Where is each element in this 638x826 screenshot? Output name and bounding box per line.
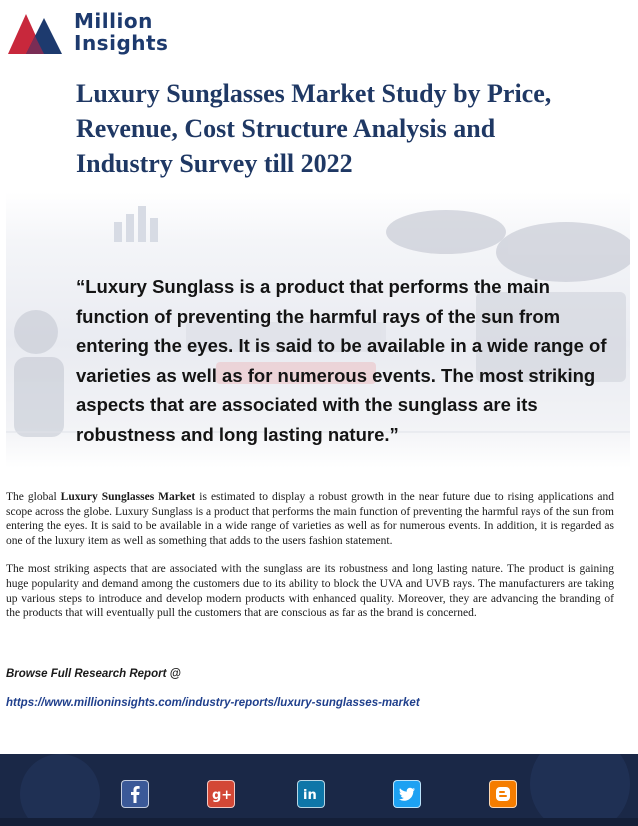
- logo: [6, 8, 169, 58]
- logo-text: [74, 10, 168, 54]
- body-p1-rest: is estimated to display a robust growth in the near future due to rising applications and scope across the globe. Luxury Sunglass is a product that performs the main function of preventing the harmful rays of the sun from entering the eyes. It is said to be available in a wide range of varieties as well as for numerous events. In addition, it is regarded as one of the luxury item as well as something that adds to the users fashion statement.: [6, 491, 615, 547]
- article-body: [6, 490, 614, 635]
- page-title: Luxury Sunglasses Market Study by Price, Revenue, Cost Structure Analysis and Industry Survey till 2022: [76, 79, 552, 178]
- facebook-icon[interactable]: [121, 780, 149, 808]
- browse-label: Browse Full Research Report @: [6, 668, 181, 680]
- banner-quote: “Luxury Sunglass is a product that performs the main function of preventing the harmful rays of the sun from entering the eyes. It is said to be available in a wide range of varieties as well as for numerous events. The most striking aspects that are associated with the sunglass are its robustness and long lasting nature.”: [76, 276, 607, 445]
- footer-bar: [0, 754, 638, 826]
- google-plus-icon[interactable]: [207, 780, 235, 808]
- twitter-icon[interactable]: [393, 780, 421, 808]
- svg-text:in: in: [303, 788, 317, 803]
- quote-banner: [6, 192, 630, 468]
- logo-line-1: Million: [74, 9, 153, 33]
- svg-text:g+: g+: [212, 788, 233, 803]
- body-paragraph-2: The most striking aspects that are associated with the sunglass are its robustness and long lasting nature. The product is gaining huge popularity and demand among the customers due to its ability to block the UVA and UVB rays. The manufacturers are taking up various steps to introduce and develop modern products with enhanced quality. Moreover, they are advancing the branding of the products that will eventually pull the customers that are conscious as far as the brand is concerned.: [6, 563, 614, 620]
- logo-mark-icon: [6, 8, 68, 56]
- logo-line-2: Insights: [74, 31, 169, 55]
- blogger-icon[interactable]: [489, 780, 517, 808]
- report-link[interactable]: https://www.millioninsights.com/industry-reports/luxury-sunglasses-market: [6, 697, 420, 709]
- body-p1-intro: The global: [6, 491, 61, 503]
- linkedin-icon[interactable]: [297, 780, 325, 808]
- body-p1-keyword: Luxury Sunglasses Market: [60, 491, 196, 503]
- body-paragraph-1: [6, 490, 614, 548]
